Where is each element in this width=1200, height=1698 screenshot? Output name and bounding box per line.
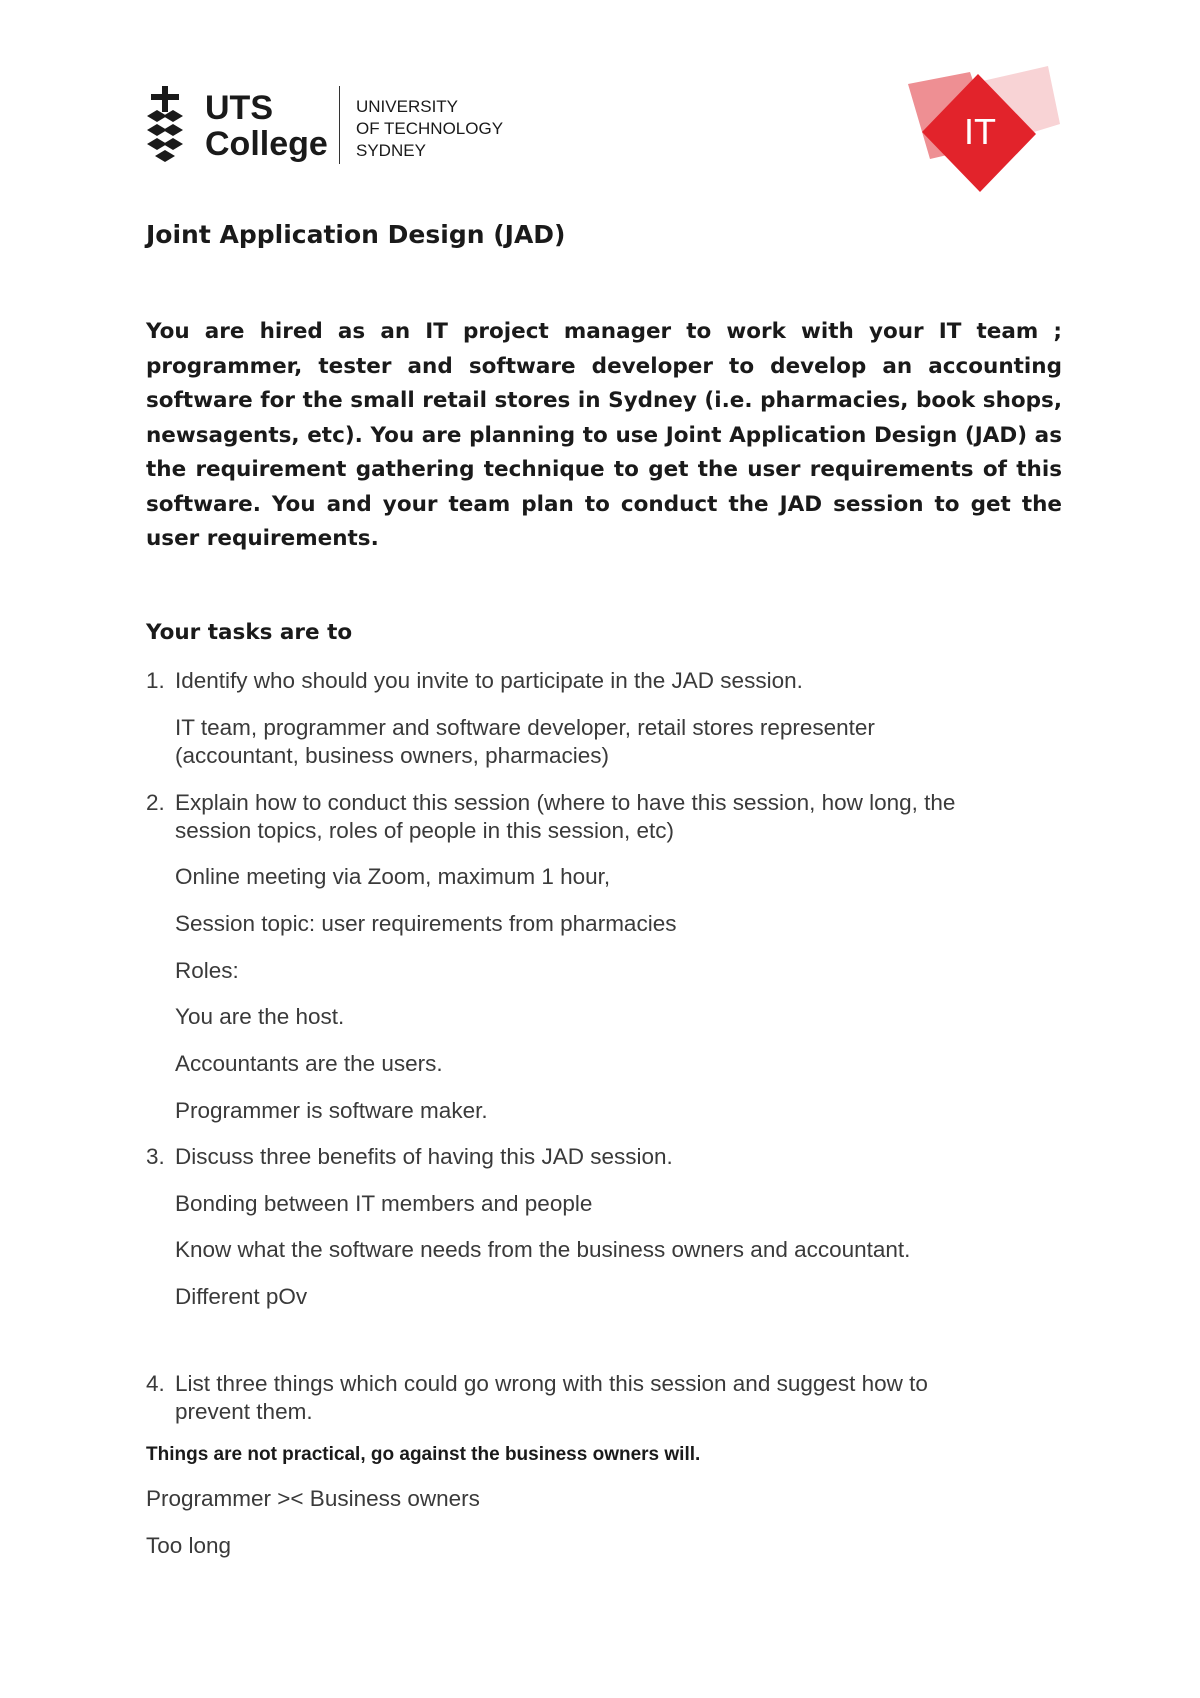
task-4-question-line1: List three things which could go wrong with this session and suggest how to <box>175 1371 928 1396</box>
task-3-answer: Different pOv <box>175 1284 308 1309</box>
task-3-number: 3. <box>146 1144 165 1169</box>
university-name-line3: SYDNEY <box>356 141 426 160</box>
task-2-answer: Online meeting via Zoom, maximum 1 hour, <box>175 864 611 889</box>
intro-paragraph: You are hired as an IT project manager to work with your IT team ; programmer, tester and software developer to develop an accounting software for the small retail stores in Sydney (i.e. pharmacies, book shops, newsagents, etc). You are planning to use Joint Application Design (JAD) as the requirement gathering technique to get the user requirements of this software. You and your team plan to conduct the JAD session to get the user requirements. <box>146 319 1062 551</box>
uts-wordmark-line1: UTS <box>205 89 273 127</box>
task-1-question: Identify who should you invite to participate in the JAD session. <box>175 668 803 693</box>
uts-college-logo <box>145 86 525 176</box>
uts-crest-icon <box>145 86 185 166</box>
task-3-question: Discuss three benefits of having this JAD session. <box>175 1144 673 1169</box>
task-4-question-line2: prevent them. <box>175 1399 313 1424</box>
uts-wordmark-line2: College <box>205 125 328 163</box>
task-1-answer-line2: (accountant, business owners, pharmacies) <box>175 743 609 768</box>
task-2-answer: Programmer is software maker. <box>175 1098 488 1123</box>
it-faculty-logo-icon <box>900 64 1060 194</box>
task-2-answer: Session topic: user requirements from pharmacies <box>175 911 677 936</box>
task-4-answer: Too long <box>146 1533 232 1558</box>
task-2-question-line1: Explain how to conduct this session (where to have this session, how long, the <box>175 790 956 815</box>
uts-college-wordmark <box>205 90 328 162</box>
university-name-line1: UNIVERSITY <box>356 97 459 116</box>
task-1-number: 1. <box>146 668 165 693</box>
task-3-answer: Know what the software needs from the business owners and accountant. <box>175 1237 911 1262</box>
logo-divider <box>339 86 340 164</box>
university-name-line2: OF TECHNOLOGY <box>356 119 504 138</box>
page-title: Joint Application Design (JAD) <box>146 220 566 249</box>
university-name <box>356 96 503 162</box>
task-3-answer: Bonding between IT members and people <box>175 1191 593 1216</box>
task-4-answer: Programmer >< Business owners <box>146 1486 480 1511</box>
task-4-bold-answer: Things are not practical, go against the business owners will. <box>146 1444 701 1465</box>
task-2-question-line2: session topics, roles of people in this session, etc) <box>175 818 674 843</box>
task-2-answer: You are the host. <box>175 1004 345 1029</box>
task-2-number: 2. <box>146 790 165 815</box>
task-1-answer-line1: IT team, programmer and software developer, retail stores representer <box>175 715 875 740</box>
tasks-heading: Your tasks are to <box>146 620 353 645</box>
task-4-number: 4. <box>146 1371 165 1396</box>
document-header <box>0 0 1200 210</box>
it-badge-text: IT <box>964 111 996 152</box>
task-2-answer: Accountants are the users. <box>175 1051 443 1076</box>
task-2-answer: Roles: <box>175 958 239 983</box>
